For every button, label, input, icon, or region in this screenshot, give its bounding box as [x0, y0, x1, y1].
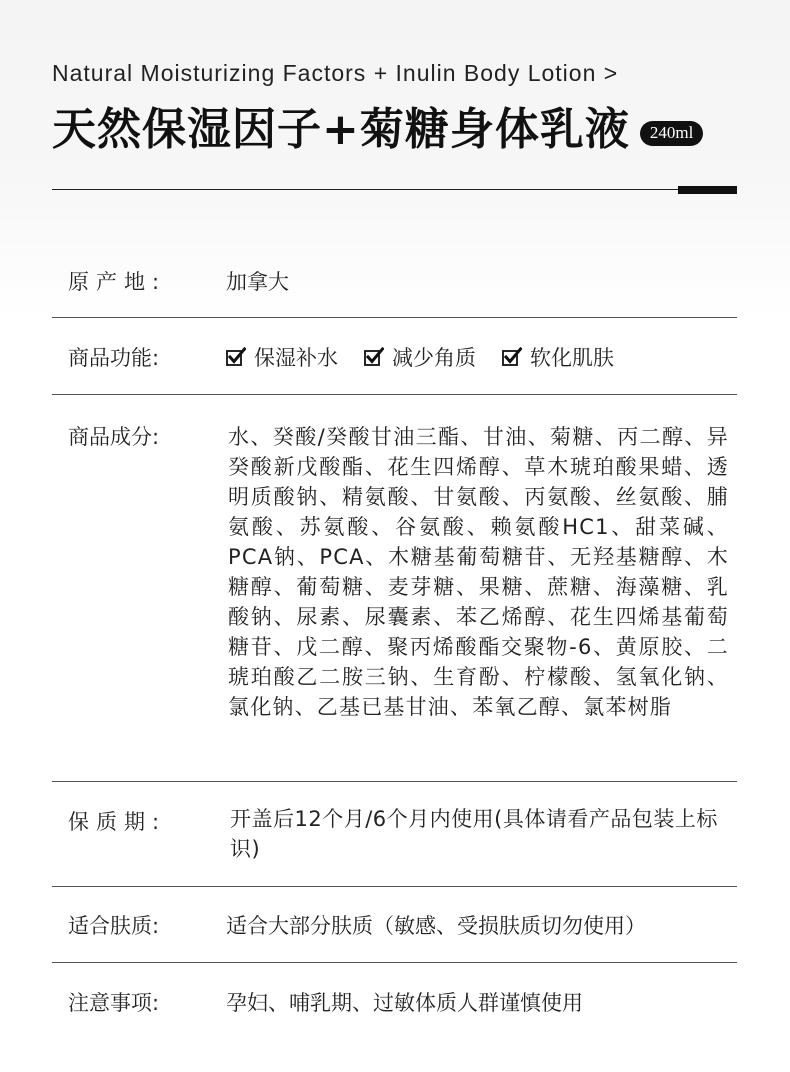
- shelf-life-value: 开盖后12个月/6个月内使用(具体请看产品包装上标识): [230, 807, 718, 861]
- function-item: [502, 342, 614, 372]
- origin-label: 原产地:: [68, 270, 167, 294]
- function-list: [226, 342, 727, 372]
- checkbox-checked-icon: [226, 347, 246, 367]
- ingredients-label: 商品成分:: [68, 425, 160, 449]
- spec-row-function: [52, 318, 737, 395]
- header-divider: [52, 189, 678, 190]
- origin-value: 加拿大: [226, 270, 289, 294]
- spec-table: [52, 240, 737, 1038]
- function-item-label: 减少角质: [392, 346, 476, 370]
- skin-type-value: 适合大部分肤质（敏感、受损肤质切勿使用）: [226, 914, 646, 938]
- notes-label: 注意事项:: [68, 991, 160, 1015]
- shelf-life-label: 保质期:: [68, 810, 167, 834]
- checkbox-checked-icon: [502, 347, 522, 367]
- product-subtitle: Natural Moisturizing Factors + Inulin Body Lotion >: [52, 60, 619, 86]
- checkbox-checked-icon: [364, 347, 384, 367]
- function-item-label: 软化肌肤: [530, 346, 614, 370]
- function-item: [226, 342, 338, 372]
- function-item-label: 保湿补水: [254, 346, 338, 370]
- spec-row-skin-type: [52, 887, 737, 963]
- function-value: [226, 318, 737, 394]
- notes-value: 孕妇、哺乳期、过敏体质人群谨慎使用: [226, 991, 583, 1015]
- product-title: 天然保湿因子+菊糖身体乳液: [52, 104, 630, 155]
- ingredients-value: 水、癸酸/癸酸甘油三酯、甘油、菊糖、丙二醇、异癸酸新戊酸酯、花生四烯醇、草木琥珀酸果蜡、透明质酸钠、精氨酸、甘氨酸、丙氨酸、丝氨酸、脯氨酸、苏氨酸、谷氨酸、赖氨酸HC1、甜菜碱、PCA钠、PCA、木糖基葡萄糖苷、无羟基糖醇、木糖醇、葡萄糖、麦芽糖、果糖、蔗糖、海藻糖、乳酸钠、尿素、尿囊素、苯乙烯醇、花生四烯基葡萄糖苷、戊二醇、聚丙烯酸酯交聚物-6、黄原胶、二琥珀酸乙二胺三钠、生育酚、柠檬酸、氢氧化钠、氯化钠、乙基已基甘油、苯氧乙醇、氯苯树脂: [228, 425, 729, 719]
- spec-row-notes: [52, 963, 737, 1038]
- spec-row-origin: [52, 240, 737, 318]
- header-divider-accent: [678, 186, 737, 194]
- spec-row-shelf-life: [52, 782, 737, 887]
- function-label: 商品功能:: [68, 346, 160, 370]
- skin-type-label: 适合肤质:: [68, 914, 160, 938]
- title-row: [52, 102, 703, 158]
- spec-row-ingredients: [52, 395, 737, 782]
- function-item: [364, 342, 476, 372]
- volume-badge: 240ml: [640, 121, 703, 146]
